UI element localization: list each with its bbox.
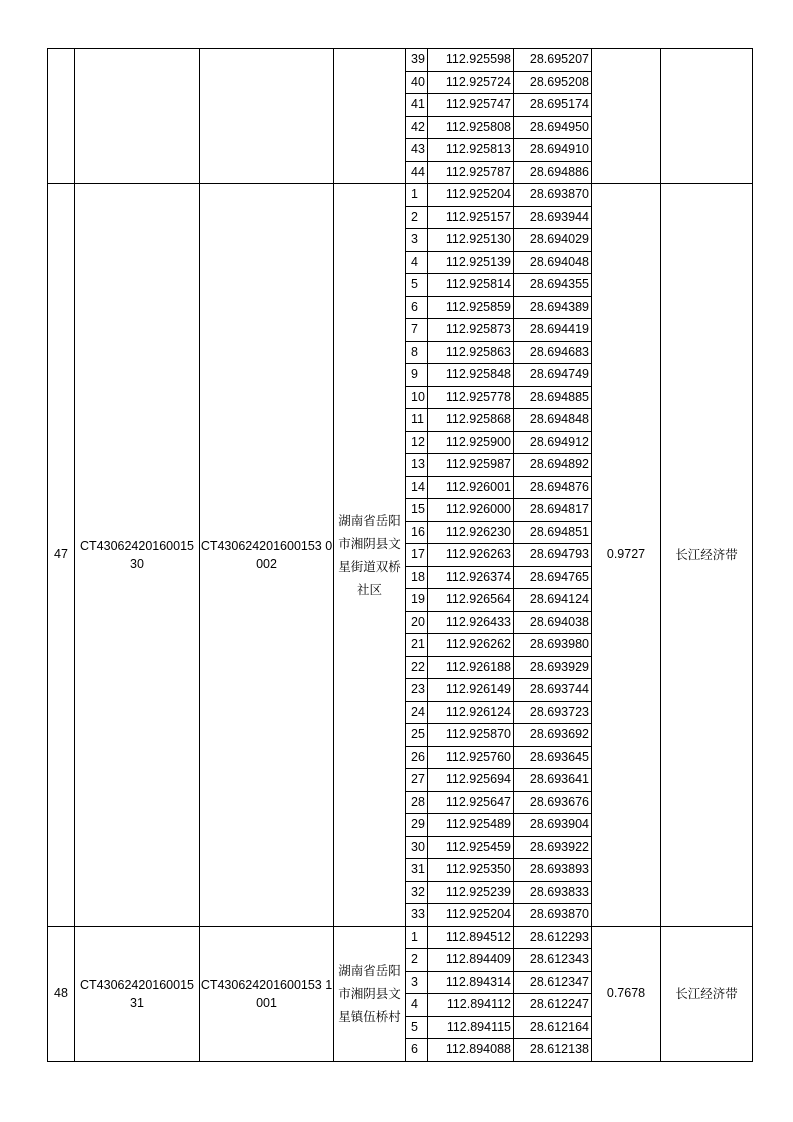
parcel-index-cell [48,49,75,184]
longitude-cell: 112.925130 [428,229,514,252]
longitude-cell: 112.925863 [428,341,514,364]
longitude-cell: 112.894112 [428,994,514,1017]
longitude-cell: 112.894512 [428,926,514,949]
latitude-cell: 28.612138 [514,1039,592,1062]
point-number-cell: 14 [406,476,428,499]
point-number-cell: 44 [406,161,428,184]
longitude-cell: 112.925760 [428,746,514,769]
parcel-address-cell: 湖南省岳阳市湘阴县文星街道双桥社区 [334,184,406,927]
latitude-cell: 28.694886 [514,161,592,184]
latitude-cell: 28.693893 [514,859,592,882]
latitude-cell: 28.693870 [514,904,592,927]
point-number-cell: 42 [406,116,428,139]
table-row [48,184,753,207]
parcel-region-cell: 长江经济带 [661,926,753,1061]
longitude-cell: 112.925694 [428,769,514,792]
longitude-cell: 112.926263 [428,544,514,567]
latitude-cell: 28.695208 [514,71,592,94]
boundary-coordinate-table [47,48,753,1062]
point-number-cell: 5 [406,274,428,297]
latitude-cell: 28.694355 [514,274,592,297]
latitude-cell: 28.694765 [514,566,592,589]
longitude-cell: 112.925204 [428,184,514,207]
parcel-code-cell: CT43062420160015 30 [75,184,200,927]
latitude-cell: 28.693692 [514,724,592,747]
point-number-cell: 7 [406,319,428,342]
longitude-cell: 112.925787 [428,161,514,184]
parcel-index-cell: 48 [48,926,75,1061]
longitude-cell: 112.925647 [428,791,514,814]
parcel-ratio-cell: 0.9727 [592,184,661,927]
point-number-cell: 11 [406,409,428,432]
longitude-cell: 112.926374 [428,566,514,589]
latitude-cell: 28.693645 [514,746,592,769]
longitude-cell: 112.926001 [428,476,514,499]
latitude-cell: 28.693922 [514,836,592,859]
latitude-cell: 28.693723 [514,701,592,724]
longitude-cell: 112.926000 [428,499,514,522]
longitude-cell: 112.926149 [428,679,514,702]
latitude-cell: 28.694876 [514,476,592,499]
latitude-cell: 28.694793 [514,544,592,567]
latitude-cell: 28.693641 [514,769,592,792]
longitude-cell: 112.925808 [428,116,514,139]
parcel-ratio-cell: 0.7678 [592,926,661,1061]
point-number-cell: 18 [406,566,428,589]
point-number-cell: 32 [406,881,428,904]
longitude-cell: 112.894088 [428,1039,514,1062]
longitude-cell: 112.925813 [428,139,514,162]
latitude-cell: 28.694683 [514,341,592,364]
point-number-cell: 4 [406,994,428,1017]
latitude-cell: 28.612247 [514,994,592,1017]
point-number-cell: 5 [406,1016,428,1039]
point-number-cell: 1 [406,184,428,207]
longitude-cell: 112.925350 [428,859,514,882]
latitude-cell: 28.693676 [514,791,592,814]
point-number-cell: 28 [406,791,428,814]
longitude-cell: 112.925489 [428,814,514,837]
point-number-cell: 24 [406,701,428,724]
latitude-cell: 28.694048 [514,251,592,274]
point-number-cell: 19 [406,589,428,612]
point-number-cell: 23 [406,679,428,702]
latitude-cell: 28.694389 [514,296,592,319]
longitude-cell: 112.926188 [428,656,514,679]
point-number-cell: 43 [406,139,428,162]
point-number-cell: 16 [406,521,428,544]
longitude-cell: 112.926433 [428,611,514,634]
longitude-cell: 112.926564 [428,589,514,612]
latitude-cell: 28.694851 [514,521,592,544]
longitude-cell: 112.894314 [428,971,514,994]
longitude-cell: 112.926230 [428,521,514,544]
parcel-id-cell: CT430624201600153 0002 [200,184,334,927]
longitude-cell: 112.925873 [428,319,514,342]
latitude-cell: 28.693904 [514,814,592,837]
latitude-cell: 28.694848 [514,409,592,432]
latitude-cell: 28.693929 [514,656,592,679]
parcel-ratio-cell [592,49,661,184]
parcel-address-cell [334,49,406,184]
latitude-cell: 28.694038 [514,611,592,634]
latitude-cell: 28.693833 [514,881,592,904]
latitude-cell: 28.694749 [514,364,592,387]
table-body [48,49,753,1062]
latitude-cell: 28.694817 [514,499,592,522]
latitude-cell: 28.693870 [514,184,592,207]
point-number-cell: 9 [406,364,428,387]
point-number-cell: 3 [406,971,428,994]
parcel-index-cell: 47 [48,184,75,927]
longitude-cell: 112.925724 [428,71,514,94]
longitude-cell: 112.926124 [428,701,514,724]
point-number-cell: 31 [406,859,428,882]
latitude-cell: 28.694950 [514,116,592,139]
longitude-cell: 112.925459 [428,836,514,859]
point-number-cell: 1 [406,926,428,949]
parcel-address-cell: 湖南省岳阳市湘阴县文星镇伍桥村 [334,926,406,1061]
point-number-cell: 17 [406,544,428,567]
latitude-cell: 28.693744 [514,679,592,702]
table-row [48,926,753,949]
longitude-cell: 112.925598 [428,49,514,72]
latitude-cell: 28.612343 [514,949,592,972]
parcel-id-cell: CT430624201600153 1001 [200,926,334,1061]
longitude-cell: 112.925157 [428,206,514,229]
point-number-cell: 25 [406,724,428,747]
longitude-cell: 112.925814 [428,274,514,297]
point-number-cell: 8 [406,341,428,364]
latitude-cell: 28.694910 [514,139,592,162]
longitude-cell: 112.925239 [428,881,514,904]
point-number-cell: 40 [406,71,428,94]
latitude-cell: 28.612347 [514,971,592,994]
latitude-cell: 28.695207 [514,49,592,72]
longitude-cell: 112.925848 [428,364,514,387]
parcel-code-cell [75,49,200,184]
longitude-cell: 112.925868 [428,409,514,432]
point-number-cell: 33 [406,904,428,927]
point-number-cell: 2 [406,206,428,229]
point-number-cell: 15 [406,499,428,522]
longitude-cell: 112.926262 [428,634,514,657]
latitude-cell: 28.693980 [514,634,592,657]
table-row [48,49,753,72]
parcel-region-cell [661,49,753,184]
point-number-cell: 22 [406,656,428,679]
point-number-cell: 26 [406,746,428,769]
latitude-cell: 28.694912 [514,431,592,454]
latitude-cell: 28.694885 [514,386,592,409]
parcel-region-cell: 长江经济带 [661,184,753,927]
longitude-cell: 112.925870 [428,724,514,747]
point-number-cell: 6 [406,1039,428,1062]
latitude-cell: 28.694124 [514,589,592,612]
point-number-cell: 4 [406,251,428,274]
parcel-code-cell: CT43062420160015 31 [75,926,200,1061]
longitude-cell: 112.925900 [428,431,514,454]
longitude-cell: 112.894115 [428,1016,514,1039]
longitude-cell: 112.925204 [428,904,514,927]
point-number-cell: 20 [406,611,428,634]
latitude-cell: 28.694419 [514,319,592,342]
latitude-cell: 28.694029 [514,229,592,252]
point-number-cell: 6 [406,296,428,319]
point-number-cell: 27 [406,769,428,792]
longitude-cell: 112.925778 [428,386,514,409]
latitude-cell: 28.694892 [514,454,592,477]
longitude-cell: 112.925859 [428,296,514,319]
point-number-cell: 2 [406,949,428,972]
point-number-cell: 39 [406,49,428,72]
point-number-cell: 12 [406,431,428,454]
parcel-id-cell [200,49,334,184]
longitude-cell: 112.894409 [428,949,514,972]
longitude-cell: 112.925747 [428,94,514,117]
point-number-cell: 13 [406,454,428,477]
point-number-cell: 3 [406,229,428,252]
latitude-cell: 28.612293 [514,926,592,949]
point-number-cell: 29 [406,814,428,837]
longitude-cell: 112.925987 [428,454,514,477]
point-number-cell: 41 [406,94,428,117]
longitude-cell: 112.925139 [428,251,514,274]
point-number-cell: 21 [406,634,428,657]
point-number-cell: 10 [406,386,428,409]
latitude-cell: 28.695174 [514,94,592,117]
latitude-cell: 28.612164 [514,1016,592,1039]
point-number-cell: 30 [406,836,428,859]
latitude-cell: 28.693944 [514,206,592,229]
